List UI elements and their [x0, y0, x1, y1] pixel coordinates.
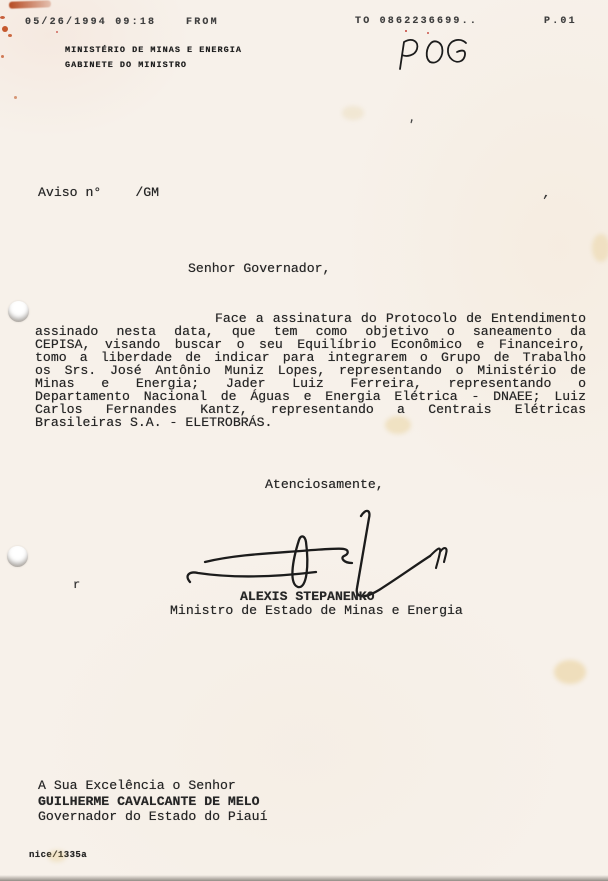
yellow-stain	[48, 850, 66, 862]
fax-page-number: P.01	[544, 16, 577, 27]
reference-line	[38, 185, 159, 200]
red-speck	[56, 31, 58, 33]
yellow-stain	[592, 234, 608, 262]
body-line: Carlos Fernandes Kantz, representando a Centrais Elétricas	[35, 402, 586, 417]
recipient-name: GUILHERME CAVALCANTE DE MELO	[38, 793, 260, 809]
stray-pen-mark: r	[73, 578, 81, 592]
stray-comma-mark: ,	[541, 185, 552, 202]
rust-stain-dot	[14, 96, 17, 99]
body-line: CEPISA, visando buscar o seu Equilíbrio Econômico e Financeiro,	[35, 337, 586, 352]
letter-body	[35, 312, 586, 429]
body-line: Minas e Energia; Jader Luiz Ferreira, representando o	[35, 376, 586, 391]
signer-name: ALEXIS STEPANENKO	[240, 589, 375, 604]
rust-stain-dot	[2, 26, 8, 32]
yellow-stain	[342, 106, 364, 120]
reference-label: Aviso n°	[38, 185, 102, 200]
body-line: tomo a liberdade de indicar para integrarem o Grupo de Trabalho	[35, 350, 586, 365]
handwritten-note-pdg	[390, 34, 475, 78]
signature-scribble	[168, 488, 468, 603]
closing: Atenciosamente,	[265, 477, 384, 492]
scan-bottom-edge	[0, 875, 608, 881]
hole-punch-top	[8, 301, 29, 322]
rust-stain-streak	[9, 0, 51, 8]
salutation: Senhor Governador,	[188, 261, 331, 276]
reference-number: /GM	[135, 185, 160, 200]
yellow-stain	[385, 416, 411, 434]
recipient-block	[38, 778, 268, 825]
yellow-stain	[554, 660, 586, 684]
body-line: Departamento Nacional de Águas e Energia Elétrica - DNAEE; Luiz	[35, 389, 586, 404]
recipient-honorific: A Sua Excelência o Senhor	[38, 778, 236, 793]
rust-stain-dot	[8, 34, 12, 37]
fax-datetime: 05/26/1994 09:18	[25, 17, 157, 28]
letterhead-office: GABINETE DO MINISTRO	[65, 60, 188, 70]
body-line: Face a assinatura do Protocolo de Entendimento	[215, 311, 586, 326]
document-code: nice/1335a	[29, 850, 88, 860]
letterhead-ministry: MINISTÉRIO DE MINAS E ENERGIA	[65, 45, 242, 55]
body-line: Brasileiras S.A. - ELETROBRÁS.	[35, 415, 273, 430]
recipient-title: Governador do Estado do Piauí	[38, 809, 268, 824]
red-speck	[405, 30, 407, 32]
body-line: os Srs. José Antônio Muniz Lopes, representando o Ministério de	[35, 363, 586, 378]
fax-to-number: TO 0862236699..	[355, 16, 479, 27]
fax-from-label: FROM	[186, 17, 219, 28]
hole-punch-bottom	[7, 546, 28, 567]
signer-title: Ministro de Estado de Minas e Energia	[170, 603, 463, 618]
red-speck	[427, 32, 429, 34]
stray-tick-mark: '	[405, 117, 416, 133]
rust-stain-dot	[1, 55, 4, 58]
body-line: assinado nesta data, que tem como objetivo o saneamento da	[35, 324, 586, 339]
rust-stain-dot	[0, 16, 5, 19]
